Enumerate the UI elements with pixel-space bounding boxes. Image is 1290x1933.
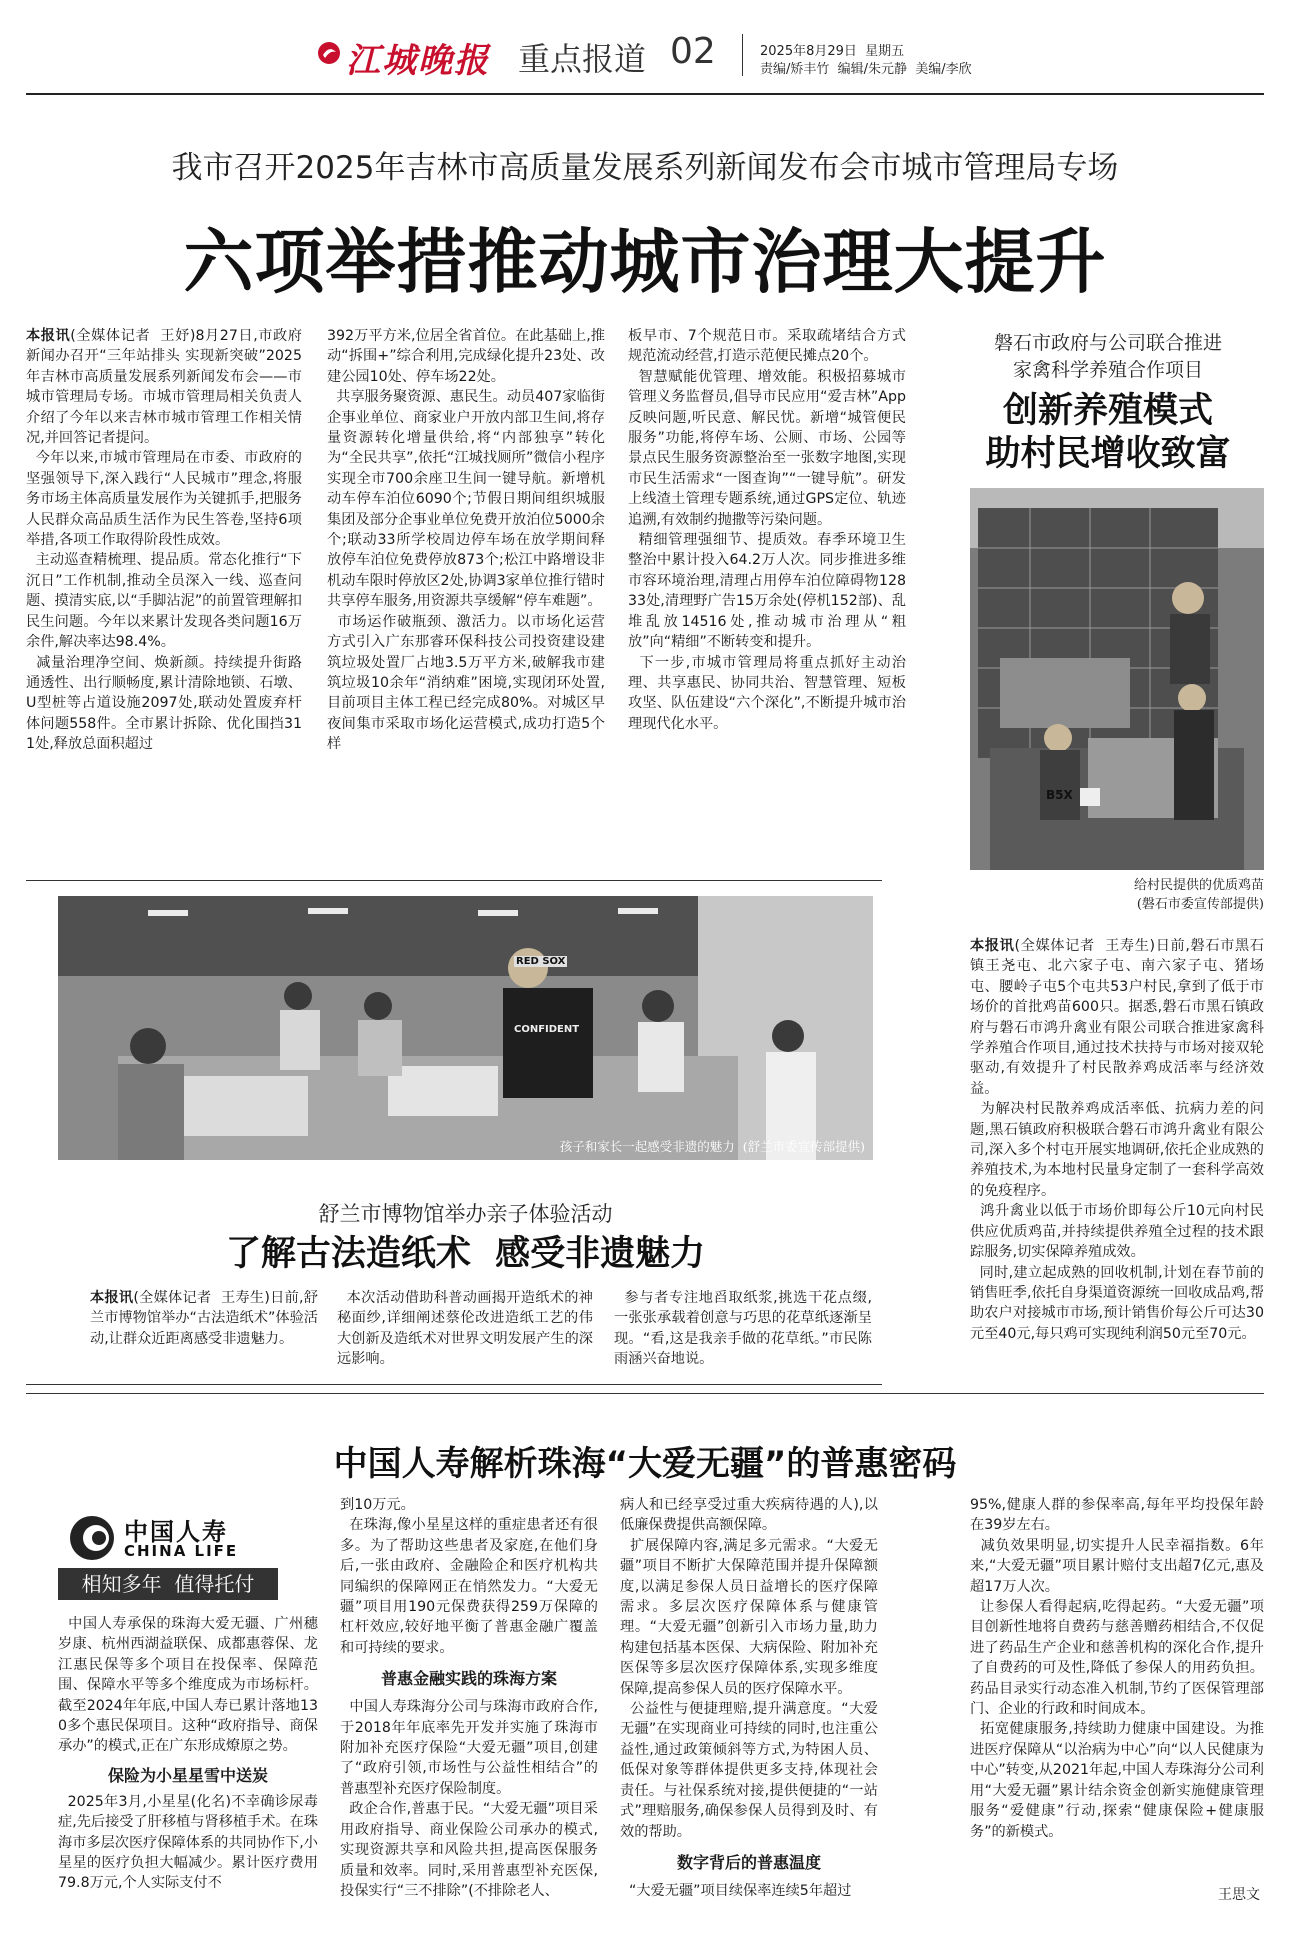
museum-col-2 — [337, 1288, 593, 1388]
main-col1-text: (全媒体记者 王妤)8月27日,市政府新闻办召开“三年站排头 实现新突破”2025年吉林市高质量发展系列新闻发布会——市城市管理局专场。市城市管理局相关负责人介绍了今年以来吉林市城市管理工作相关情况,并回答记者提问。 今年以来,市城市管理局在市委、市政府的坚强领导下,深入践行“人民城市”理念,将服务市场主体高质量发展作为关键抓手,把服务人民群众高品质生活作为民生答卷,坚持6项举措,各项工作取得阶段性成效。 主动巡查精梳理、提品质。常态化推行“下沉日”工作机制,推动全员深入一线、巡查问题、摸清实底,以“手脚沾泥”的前置管理解扣民生问题。今年以来累计发现各类问题16万余件,解决率达98.4%。 减量治理净空间、焕新颜。持续提升街路通透性、出行顺畅度,累计清除地锁、石墩、U型桩等占道设施2097处,联动处置废弃杆体问题558件。全市累计拆除、优化围挡311处,释放总面积超过 — [26, 328, 302, 753]
right-headline-2: 助村民增收致富 — [985, 434, 1231, 474]
insurance-col2-subhead: 普惠金融实践的珠海方案 — [380, 1669, 557, 1689]
section-title: 重点报道 — [518, 40, 647, 78]
insurance-headline: 中国人寿解析珠海“大爱无疆”的普惠密码 — [333, 1444, 957, 1484]
museum-col-1 — [90, 1288, 318, 1388]
right-photo-caption-2: (磐石市委宣传部提供) — [1136, 897, 1264, 912]
insurance-col2-text: 到10万元。 在珠海,像小星星这样的重症患者还有很多。为了帮助这些患者及家庭,在他们身后,一张由政府、金融险企和医疗机构共同编织的保障网正在悄然发力。“大爱无疆”项目用190元保费获得259万保障的杠杆效应,较好地平衡了普惠金融广覆盖和可持续的要求。 — [340, 1497, 598, 1656]
shirt-text-1: RED SOX — [516, 956, 566, 967]
insurance-col-4 — [970, 1495, 1264, 1895]
shirt-text-2: CONFIDENT — [514, 1024, 580, 1035]
insurance-col3-text2: “大爱无疆”项目续保率连续5年超过 — [620, 1882, 852, 1899]
insurance-top-rule — [26, 1393, 1264, 1394]
insurance-col1-text: 中国人寿承保的珠海大爱无疆、广州穗岁康、杭州西湖益联保、成都惠蓉保、龙江惠民保等多个项目在投保率、保障范围、保障水平等多个维度成为市场标杆。截至2024年年底,中国人寿已累计落地130多个惠民保项目。这种“政府指导、商保承办”的模式,正在广东形成燎原之势。 — [58, 1616, 318, 1755]
slogan-badge: 相知多年 值得托付 — [58, 1568, 278, 1600]
right-body — [970, 936, 1264, 1396]
insurance-col4-text: 95%,健康人群的参保率高,每年平均投保年龄在39岁左右。 减负效果明显,切实提升人民幸福指数。6年来,“大爱无疆”项目累计赔付支出超7亿元,惠及超17万人次。 让参保人看得起病,吃得起药。“大爱无疆”项目创新性地将自费药与慈善赠药相结合,不仅促进了药品生产企业和慈善机构的深化合作,提升了自费药的可及性,降低了参保人的用药负担。药品目录实行动态准入机制,节约了医保管理部门、企业的行政和时间成本。 拓宽健康服务,持续助力健康中国建设。为推进医疗保障从“以治病为中心”向“以人民健康为中心”转变,从2021年起,中国人寿珠海分公司利用“大爱无疆”累计结余资金创新实施健康管理服务“爱健康”行动,探索“健康保险+健康服务”的新模式。 — [970, 1497, 1264, 1840]
date-line: 2025年8月29日 星期五 — [760, 44, 905, 59]
main-bottom-rule — [26, 880, 882, 881]
china-life-logo-icon — [68, 1514, 116, 1562]
paper-logo-icon — [316, 40, 342, 66]
museum-photo — [58, 896, 873, 1160]
logo-chinese: 中国人寿 — [124, 1518, 228, 1546]
insurance-col1-text2: 2025年3月,小星星(化名)不幸确诊尿毒症,先后接受了肝移植与肾移植手术。在珠海市多层次医疗保障体系的共同协作下,小星星的医疗负担大幅减少。累计医疗费用79.8万元,个人实际支付不 — [58, 1793, 318, 1892]
main-lead: 本报讯 — [26, 328, 71, 344]
main-col-2 — [327, 326, 605, 831]
poultry-photo — [970, 488, 1264, 870]
header-divider — [742, 34, 743, 76]
museum-col3-text: 参与者专注地舀取纸浆,挑选干花点缀,一张张承载着创意与巧思的花草纸逐渐呈现。“看,这是我亲手做的花草纸。”市民陈雨涵兴奋地说。 — [614, 1290, 872, 1368]
insurance-byline: 王思文 — [1218, 1887, 1260, 1903]
museum-photo-caption: 孩子和家长一起感受非遗的魅力 (舒兰市委宣传部提供) — [559, 1139, 865, 1154]
insurance-col-2 — [340, 1495, 598, 1915]
masthead — [0, 0, 1290, 86]
museum-kicker: 舒兰市博物馆举办亲子体验活动 — [318, 1202, 613, 1226]
right-kicker-2: 家禽科学养殖合作项目 — [1012, 359, 1203, 381]
right-body-text: (全媒体记者 王寿生)日前,磐石市黑石镇王尧屯、北六家子屯、南六家子屯、猪场屯、腰岭子屯5个屯共53户村民,拿到了低于市场价的首批鸡苗600只。据悉,磐石市黑石镇政府与磐石市鸿升禽业有限公司联合推进家禽科学养殖合作项目,通过技术扶持与市场对接双轮驱动,有效提升了村民散养鸡成活率与经济效益。 为解决村民散养鸡成活率低、抗病力差的问题,黑石镇政府积极联合磐石市鸿升禽业有限公司,深入多个村屯开展实地调研,依托企业成熟的养殖技术,为本地村民量身定制了一套科学高效的免疫程序。 鸿升禽业以低于市场价即每公斤10元向村民供应优质鸡苗,并持续提供养殖全过程的技术跟踪服务,切实保障养殖成效。 同时,建立起成熟的回收机制,计划在春节前的销售旺季,依托自身渠道资源统一回收成品鸡,帮助农户对接城市市场,预计销售价每公斤可达30元至40元,每只鸡可实现纯利润50元至70元。 — [970, 938, 1264, 1342]
logo-english: CHINA LIFE — [124, 1542, 239, 1560]
right-kicker-1: 磐石市政府与公司联合推进 — [993, 332, 1222, 354]
right-lead: 本报讯 — [970, 938, 1015, 954]
main-col-3 — [628, 326, 906, 831]
museum-col2-text: 本次活动借助科普动画揭开造纸术的神秘面纱,详细阐述蔡伦改进造纸工艺的伟大创新及造纸术对世界文明发展产生的深远影响。 — [337, 1290, 593, 1368]
header-rule — [26, 93, 1264, 95]
museum-col1-text: (全媒体记者 王寿生)日前,舒兰市博物馆举办“古法造纸术”体验活动,让群众近距离感受非遗魅力。 — [90, 1290, 318, 1347]
insurance-col3-text: 病人和已经享受过重大疾病待遇的人),以低廉保费提供高额保障。 扩展保障内容,满足多元需求。“大爱无疆”项目不断扩大保障范围并提升保障额度,以满足参保人员日益增长的医疗保障需求。多层次医疗保障体系与健康管理。“大爱无疆”创新引入市场力量,助力构建包括基本医保、大病保险、附加补充医保等多层次医疗保障体系,实现多维度保障,提高参保人员的医疗保障水平。 公益性与便捷理赔,提升满意度。“大爱无疆”在实现商业可持续的同时,也注重公益性,通过政策倾斜等方式,为特困人员、低保对象等群体提供更多支持,体现社会责任。与社保系统对接,提供便捷的“一站式”理赔服务,确保参保人员得到及时、有效的帮助。 — [620, 1497, 878, 1840]
editor-credits: 责编/矫丰竹 编辑/朱元静 美编/李欣 — [760, 62, 972, 77]
main-col2-text: 392万平方米,位居全省首位。在此基础上,推动“拆围+”综合利用,完成绿化提升23处、改建公园10处、停车场22处。 共享服务聚资源、惠民生。动员407家临街企事业单位、商家业户开放内部卫生间,将存量资源转化增量供给,将“内部独享”转化为“全民共享”,依托“江城找厕所”微信小程序实现全市700余座卫生间一键导航。新增机动车停车泊位6090个;节假日期间组织城服集团及部分企事业单位免费开放泊位5000余个;联动33所学校周边停车场在放学期间释放停车泊位免费停放873个;松江中路增设非机动车限时停放区2处,协调3家单位推行错时共享停车服务,用资源共享缓解“停车难题”。 市场运作破瓶颈、激活力。以市场化运营方式引入广东那睿环保科技公司投资建设建筑垃圾处置厂占地3.5万平方米,破解我市建筑垃圾10余年“消纳难”困境,实现闭环处置,目前项目主体工程已经完成80%。对城区早夜间集市采取市场化运营模式,成功打造5个样 — [327, 328, 605, 753]
page-number: 02 — [670, 31, 716, 72]
main-kicker: 我市召开2025年吉林市高质量发展系列新闻发布会市城市管理局专场 — [171, 150, 1119, 186]
museum-col-3 — [614, 1288, 872, 1388]
photo-plate: B5X — [1046, 788, 1073, 802]
middle-bottom-rule — [26, 1384, 882, 1385]
right-photo-caption-1: 给村民提供的优质鸡苗 — [1133, 878, 1264, 893]
main-headline: 六项举措推动城市治理大提升 — [183, 221, 1107, 303]
museum-lead: 本报讯 — [90, 1290, 134, 1306]
main-col3-text: 板早市、7个规范日市。采取疏堵结合方式规范流动经营,打造示范便民摊点20个。 智慧赋能优管理、增效能。积极招募城市管理义务监督员,倡导市民应用“爱吉林”App反映问题,听民意、解民忧。新增“城管便民服务”功能,将停车场、公厕、市场、公园等景点民生服务资源整治至一张数字地图,实现市民生活需求“一图查询”“一键导航”。研发上线渣土管理专题系统,通过GPS定位、轨迹追溯,有效制约抛撒等污染问题。 精细管理强细节、提质效。春季环境卫生整治中累计投入64.2万人次。同步推进多维市容环境治理,清理占用停车泊位障碍物12833处,清理野广告15万余处(停机152部)、乱堆乱放14516处,推动城市治理从“粗放”向“精细”不断转变和提升。 下一步,市城市管理局将重点抓好主动治理、共享惠民、协同共治、智慧管理、短板攻坚、队伍建设“六个深化”,不断提升城市治理现代化水平。 — [628, 328, 906, 732]
insurance-col1-subhead: 保险为小星星雪中送炭 — [107, 1765, 268, 1785]
main-col-1 — [26, 326, 302, 831]
paper-name: 江城晚报 — [346, 41, 490, 81]
right-headline-1: 创新养殖模式 — [1002, 391, 1213, 431]
insurance-col3-subhead: 数字背后的普惠温度 — [676, 1852, 821, 1872]
china-life-logo — [58, 1510, 318, 1602]
insurance-col2-text2: 中国人寿珠海分公司与珠海市政府合作,于2018年年底率先开发并实施了珠海市附加补充医疗保险“大爱无疆”项目,创建了“政府引领,市场性与公益性相结合”的普惠型补充医疗保险制度。 政企合作,普惠于民。“大爱无疆”项目采用政府指导、商业保险公司承办的模式,实现资源共享和风险共担,提高医保服务质量和效率。同时,采用普惠型补充医保,投保实行“三不排除”(不排除老人、 — [340, 1699, 598, 1899]
insurance-col-1 — [58, 1614, 318, 1914]
museum-headline: 了解古法造纸术 感受非遗魅力 — [225, 1234, 706, 1274]
insurance-col-3 — [620, 1495, 878, 1915]
